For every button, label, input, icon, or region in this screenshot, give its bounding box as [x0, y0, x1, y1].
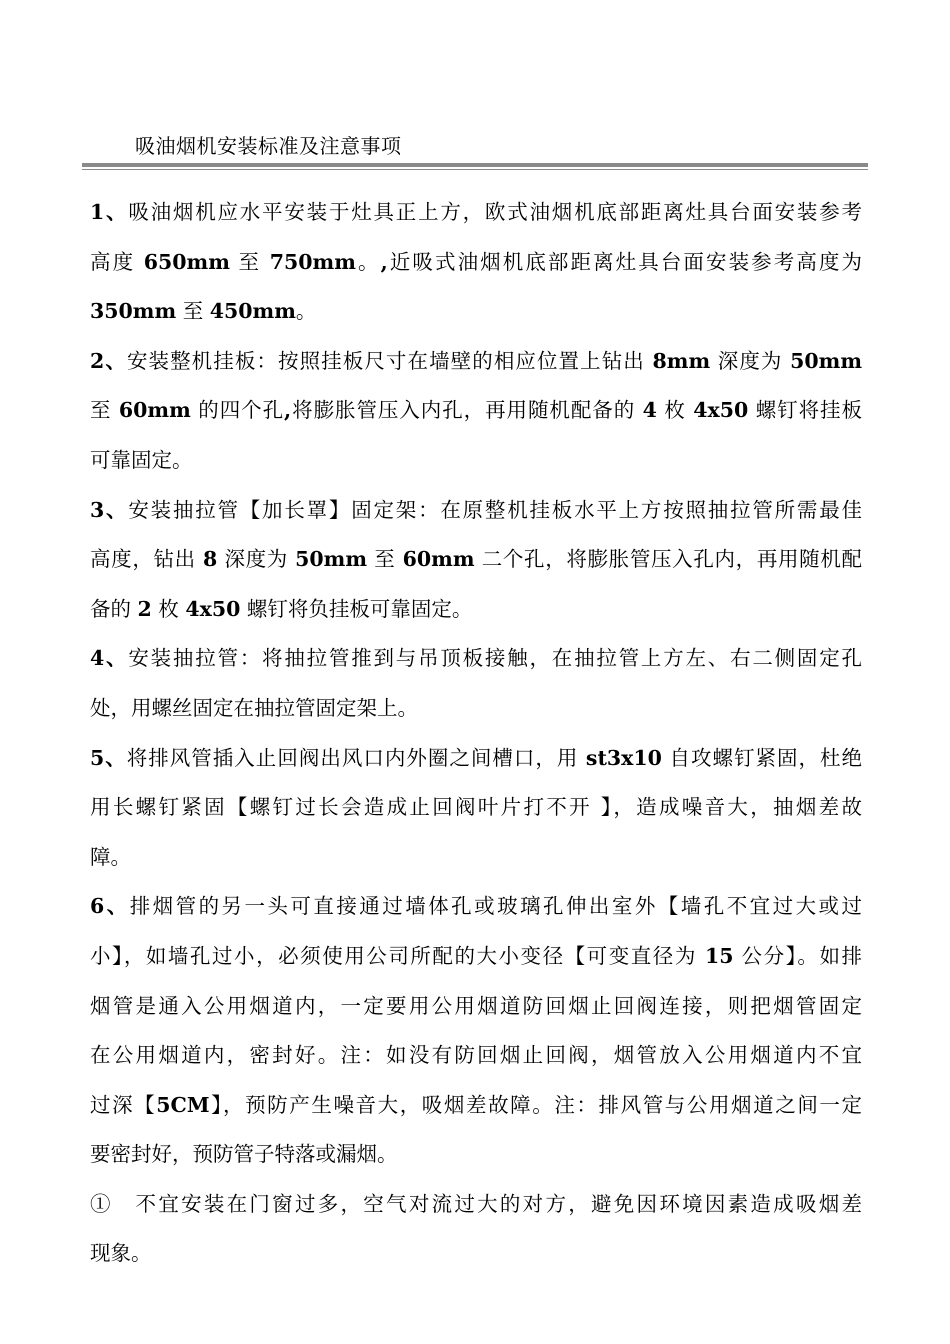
text-run: 螺钉将负挂板可靠固定。	[240, 596, 473, 621]
text-run: 将排风管插入止回阀出风口内外圈之间槽口，用	[126, 745, 586, 770]
measurement: 4x50	[185, 596, 241, 621]
document-body	[90, 188, 862, 1279]
text-line	[90, 585, 862, 635]
text-run: 安装抽拉管【加长罩】固定架：在原整机挂板水平上方按照抽拉管所需最佳	[128, 497, 863, 522]
header-divider-thick	[82, 163, 868, 167]
text-line	[90, 238, 862, 288]
text-run: 枚	[656, 398, 694, 423]
text-run: 二个孔，将膨胀管压入孔内，再用随机配	[474, 547, 862, 572]
text-run: 安装抽拉管：将抽拉管推到与吊顶板接触，在抽拉管上方左、右二侧固定孔	[128, 646, 863, 671]
measurement: 650mm	[143, 249, 230, 274]
text-run: 至	[229, 249, 270, 274]
measurement: 5CM	[156, 1092, 210, 1117]
text-line	[90, 486, 862, 536]
text-run: 的四个孔	[190, 398, 285, 423]
header-divider-thin	[82, 169, 868, 170]
instruction-item-4	[90, 634, 862, 733]
text-run: 螺钉将挂板	[748, 398, 862, 423]
text-run: 至	[367, 547, 403, 572]
text-line	[90, 833, 862, 883]
text-run: 障。	[90, 844, 131, 869]
text-run: 将膨胀管压入内孔，再用随机配备的	[291, 398, 643, 423]
text-line	[90, 1229, 862, 1279]
text-line	[90, 932, 862, 982]
instruction-item-5	[90, 734, 862, 883]
measurement: 4	[642, 398, 657, 423]
measurement: 350mm	[90, 299, 177, 324]
item-number: 2、	[90, 348, 127, 373]
text-run: 现象。	[90, 1241, 152, 1266]
text-line	[90, 634, 862, 684]
text-run: 备的	[90, 596, 138, 621]
text-line	[90, 1081, 862, 1131]
measurement: 60mm	[402, 547, 475, 572]
text-line	[90, 684, 862, 734]
text-run: 。	[295, 299, 317, 324]
item-number: 1、	[90, 200, 129, 224]
measurement: 8	[203, 547, 218, 572]
text-run: 】，预防产生噪音大，吸烟差故障。注：排风管与公用烟道之间一定	[209, 1092, 863, 1117]
text-line	[90, 1130, 862, 1180]
item-number: 3、	[90, 497, 129, 522]
instruction-note-1	[90, 1180, 862, 1279]
text-line	[90, 1031, 862, 1081]
text-run: 近吸式油烟机底部距离灶具台面安装参考高度为	[387, 249, 862, 274]
text-line	[90, 783, 862, 833]
text-run: 公分】。如排	[733, 943, 862, 968]
measurement: 2	[137, 596, 152, 621]
punctuation: ,	[284, 398, 292, 423]
text-run: 高度	[90, 249, 144, 274]
text-run: 要密封好，预防管子特落或漏烟。	[90, 1142, 398, 1167]
item-number: 6、	[90, 894, 130, 919]
measurement: 60mm	[118, 398, 191, 423]
text-run: 烟管是通入公用烟道内，一定要用公用烟道防回烟止回阀连接，则把烟管固定	[90, 993, 862, 1018]
text-run: 处，用螺丝固定在抽拉管固定架上。	[90, 695, 418, 720]
text-line	[90, 982, 862, 1032]
text-run: 吸油烟机应水平安装于灶具正上方，欧式油烟机底部距离灶具台面安装参考	[128, 200, 863, 224]
text-line	[90, 337, 862, 387]
text-run: 深度为	[710, 348, 791, 373]
text-run: 自攻螺钉紧固，杜绝	[661, 745, 862, 770]
punctuation: ,	[380, 249, 388, 274]
text-run: 高度，钻出	[90, 547, 204, 572]
measurement: 4x50	[693, 398, 749, 423]
text-run: 小】，如墙孔过小，必须使用公司所配的大小变径【可变直径为	[90, 943, 705, 968]
item-number: 4、	[90, 646, 129, 671]
measurement: st3x10	[585, 745, 662, 770]
text-run: 至	[90, 398, 119, 423]
text-line	[90, 287, 862, 337]
text-line	[90, 1180, 862, 1230]
text-line	[90, 386, 862, 436]
instruction-item-1	[90, 188, 862, 337]
text-run: 用长螺钉紧固【螺钉过长会造成止回阀叶片打不开 】，造成噪音大，抽烟差故	[90, 795, 862, 820]
text-run: 过深【	[90, 1092, 157, 1117]
measurement: 8mm	[652, 348, 711, 373]
text-run: 安装整机挂板：按照挂板尺寸在墙壁的相应位置上钻出	[126, 348, 653, 373]
text-run: ① 不宜安装在门窗过多，空气对流过大的对方，避免因环境因素造成吸烟差	[90, 1191, 862, 1216]
text-run: 至	[176, 299, 210, 324]
measurement: 50mm	[295, 547, 368, 572]
measurement: 750mm	[269, 249, 356, 274]
page-header-title: 吸油烟机安装标准及注意事项	[135, 134, 402, 158]
instruction-item-6	[90, 882, 862, 1180]
text-line	[90, 436, 862, 486]
instruction-item-2	[90, 337, 862, 486]
measurement: 15	[704, 943, 734, 968]
text-line	[90, 734, 862, 784]
item-number: 5、	[90, 745, 127, 770]
text-run: 排烟管的另一头可直接通过墙体孔或玻璃孔伸出室外【墙孔不宜过大或过	[129, 894, 862, 919]
text-run: 在公用烟道内，密封好。注：如没有防回烟止回阀，烟管放入公用烟道内不宜	[90, 1043, 862, 1068]
text-line	[90, 535, 862, 585]
text-line	[90, 188, 862, 238]
measurement: 50mm	[790, 348, 863, 373]
instruction-item-3	[90, 486, 862, 635]
text-run: 枚	[151, 596, 186, 621]
text-line	[90, 882, 862, 932]
measurement: 450mm	[209, 299, 296, 324]
text-run: 可靠固定。	[90, 447, 193, 472]
text-run: 深度为	[217, 547, 296, 572]
text-run: 。	[355, 249, 381, 274]
